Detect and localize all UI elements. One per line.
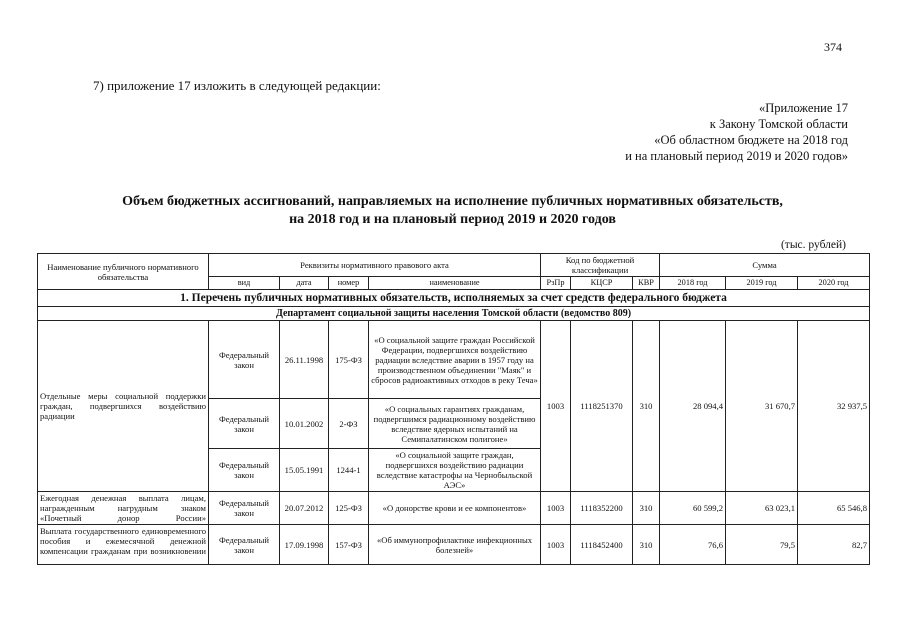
act-number: 125-ФЗ xyxy=(329,492,369,525)
title-line: на 2018 год и на плановый период 2019 и 2020 годов xyxy=(289,212,616,227)
header-kvr: КВР xyxy=(633,277,660,290)
sum-2020: 32 937,5 xyxy=(798,321,870,492)
kvr-value: 310 xyxy=(633,525,660,565)
act-kind: Федеральный закон xyxy=(209,321,280,399)
page-number: 374 xyxy=(824,40,842,54)
sum-2019: 31 670,7 xyxy=(726,321,798,492)
header-2020: 2020 год xyxy=(798,277,870,290)
header-row xyxy=(38,254,870,277)
act-title: «О социальной защите граждан Российской Федерации, подвергшихся воздействию радиации вследствие аварии в 1957 году на производственном объединении "Маяк" и сбросов радиоактивных отходов в реку Теча» xyxy=(369,321,541,399)
header-2018: 2018 год xyxy=(660,277,726,290)
act-title: «О социальной защите граждан, подвергшихся воздействию радиации вследствие катастрофы на Чернобыльской АЭС» xyxy=(369,449,541,492)
kvr-value: 310 xyxy=(633,321,660,492)
kvr-value: 310 xyxy=(633,492,660,525)
act-kind: Федеральный закон xyxy=(209,449,280,492)
header-kind: вид xyxy=(209,277,280,290)
act-number: 175-ФЗ xyxy=(329,321,369,399)
rzpr-value: 1003 xyxy=(541,525,571,565)
sum-2019: 63 023,1 xyxy=(726,492,798,525)
header-name: Наименование публичного нормативного обязательства xyxy=(38,254,209,290)
header-sum: Сумма xyxy=(660,254,870,277)
appendix-line: к Закону Томской области xyxy=(709,117,848,131)
act-date: 17.09.1998 xyxy=(280,525,329,565)
department-title: Департамент социальной защиты населения Томской области (ведомство 809) xyxy=(38,307,870,321)
units-label: (тыс. рублей) xyxy=(780,239,846,251)
appendix-line: «Приложение 17 xyxy=(759,101,848,115)
sum-2018: 28 094,4 xyxy=(660,321,726,492)
section-title: 1. Перечень публичных нормативных обязательств, исполняемых за счет средств федерального бюджета xyxy=(38,290,870,307)
instruction-text: 7) приложение 17 изложить в следующей редакции: xyxy=(93,78,381,93)
act-kind: Федеральный закон xyxy=(209,399,280,449)
header-2019: 2019 год xyxy=(726,277,798,290)
act-title: «Об иммунопрофилактике инфекционных болезней» xyxy=(369,525,541,565)
kcsr-value: 1118452400 xyxy=(571,525,633,565)
kcsr-value: 1118251370 xyxy=(571,321,633,492)
table-row xyxy=(38,492,870,525)
header-date: дата xyxy=(280,277,329,290)
obligation-name: Ежегодная денежная выплата лицам, награжденным нагрудным знаком «Почетный донор России» xyxy=(38,492,209,525)
sum-2020: 65 546,8 xyxy=(798,492,870,525)
table-row xyxy=(38,525,870,565)
table-row xyxy=(38,321,870,399)
sum-2018: 76,6 xyxy=(660,525,726,565)
act-date: 20.07.2012 xyxy=(280,492,329,525)
act-number: 157-ФЗ xyxy=(329,525,369,565)
sum-2018: 60 599,2 xyxy=(660,492,726,525)
obligation-name: Выплата государственного единовременного пособия и ежемесячной денежной компенсации гражданам при возникновении xyxy=(38,525,209,565)
title-line: Объем бюджетных ассигнований, направляемых на исполнение публичных нормативных обязательств, xyxy=(122,194,783,209)
department-row xyxy=(38,307,870,321)
header-code: Код по бюджетной классификации xyxy=(541,254,660,277)
header-kcsr: КЦСР xyxy=(571,277,633,290)
act-number: 2-ФЗ xyxy=(329,399,369,449)
header-number: номер xyxy=(329,277,369,290)
appendix-line: «Об областном бюджете на 2018 год xyxy=(654,133,848,147)
obligation-name: Отдельные меры социальной поддержки граждан, подвергшихся воздействию радиации xyxy=(38,321,209,492)
header-requisites: Реквизиты нормативного правового акта xyxy=(209,254,541,277)
act-date: 10.01.2002 xyxy=(280,399,329,449)
act-title: «О социальных гарантиях гражданам, подвергшимся радиационному воздействию вследствие ядерных испытаний на Семипалатинском полигоне» xyxy=(369,399,541,449)
act-kind: Федеральный закон xyxy=(209,525,280,565)
kcsr-value: 1118352200 xyxy=(571,492,633,525)
appendix-reference xyxy=(625,100,848,164)
document-title xyxy=(60,193,845,229)
act-kind: Федеральный закон xyxy=(209,492,280,525)
header-rzpr: РзПр xyxy=(541,277,571,290)
appendix-line: и на плановый период 2019 и 2020 годов» xyxy=(625,149,848,163)
act-date: 15.05.1991 xyxy=(280,449,329,492)
budget-table xyxy=(37,253,870,565)
sum-2019: 79,5 xyxy=(726,525,798,565)
sum-2020: 82,7 xyxy=(798,525,870,565)
rzpr-value: 1003 xyxy=(541,492,571,525)
header-title: наименование xyxy=(369,277,541,290)
rzpr-value: 1003 xyxy=(541,321,571,492)
act-title: «О донорстве крови и ее компонентов» xyxy=(369,492,541,525)
act-number: 1244-1 xyxy=(329,449,369,492)
act-date: 26.11.1998 xyxy=(280,321,329,399)
section-row xyxy=(38,290,870,307)
